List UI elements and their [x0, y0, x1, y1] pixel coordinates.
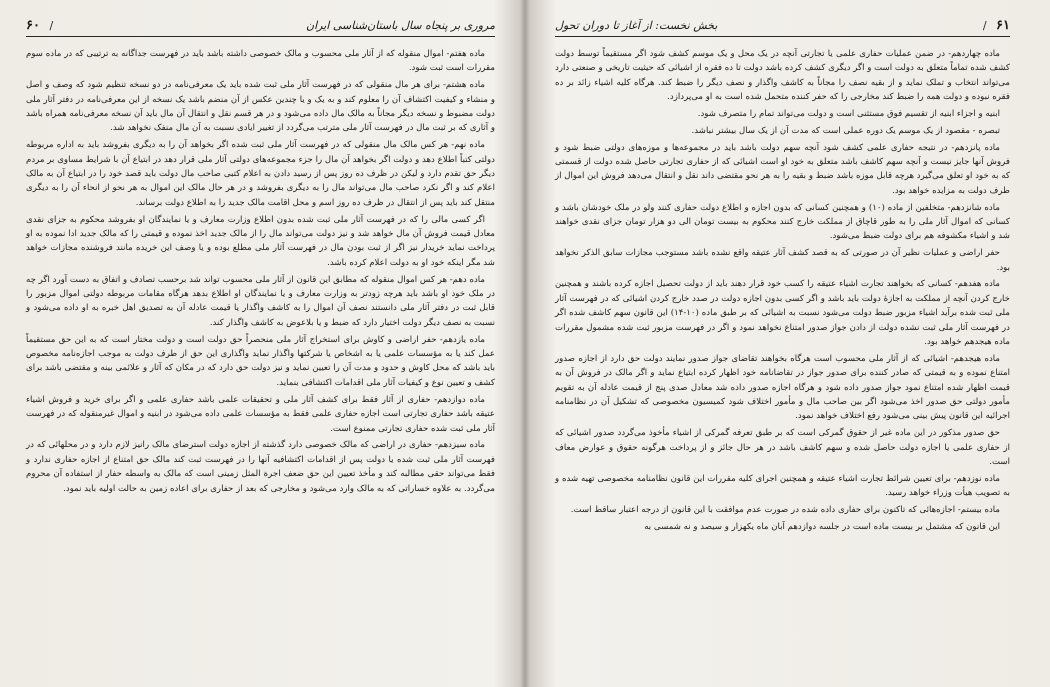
left-page-number: ۶۰	[26, 18, 40, 33]
right-page	[525, 0, 1050, 687]
left-paragraph: اگر کسی مالی را که در فهرست آثار ملی ثبت شده بدون اطلاع وزارت معارف و یا نمایندگان او بفروشد محکوم به جزای نقدی معادل قیمت فروش آن مال خواهد شد و نیز دولت می‌تواند مال را از مالک جدید اخذ نموده و قیمتی را که مالک جدید ادا نموده به او پرداخت نماید خریدار نیز اگر از ثبت بودن مال در فهرست آثار ملی مطلع بوده و یا وصف این خریده مانند فروشنده مجازات خواهد شد مگر اینکه خود او به دولت اعلام کرده باشد.	[26, 214, 495, 268]
left-paragraph: ماده نهم- هر کس مالک مال منقولی که در فهرست آثار ملی ثبت شده اگر بخواهد آن را به دیگری بفروشد باید به اداره مربوطه دولتی کتباً اطلاع دهد و دولت اگر بخواهد آن مال را جزء مجموعه‌های دولتی آثار ملی قرار دهد در ابتیاع آن با شرایط مساوی بر مردم دیگر حق تقدم دارد و لیکن در ظرف ده روز پس از رسید دادن به اعلام کتبی صاحب مال دولت باید قصد خود را در ابتیاع آن به مالک اعلام کند و اگر نکرد صاحب مال می‌تواند مال را به دیگری بفروشد و در هر حال مالک این اموال به هر نحو از انحاء آن را به دیگری منتقل کند باید پس از انتقال در ظرف ده روز اسم و محل اقامت مالک جدید را به اطلاع دولت برساند.	[26, 140, 495, 208]
right-paragraph: ماده چهاردهم- در ضمن عملیات حفاری علمی یا تجارتی آنچه در یک محل و یک موسم کشف شود اگر مستقیماً توسط دولت کشف شده تماماً متعلق به دولت است و اگر دیگری کشف کرده باشد دولت تا ده فقره از اشیائی که حیثیت تاریخی و صنعتی دارد می‌تواند انتخاب و تملک نماید و از بقیه نصف را مجاناً به کاشف واگذار و نصف دیگر را ضبط کند. هرگاه کلیه اشیاء زائد بر ده فقره نبوده و دولت همه را ضبط کند مخارجی را که حفر کننده متحمل شده است به او می‌پردازد.	[555, 49, 1010, 103]
right-paragraph: حق صدور مذکور در این ماده غیر از حقوق گمرکی است که بر طبق تعرفه گمرکی از اشیاء مأخوذ می‌گردد صدور اشیائی که از حفاری علمی یا اجازه دولت حاصل شده و سهم کاشف باشد در هر حال جائز و از پرداخت هرگونه حقوق و عوارض معاف است.	[555, 428, 1010, 468]
left-paragraph: ماده هشتم- برای هر مال منقولی که در فهرست آثار ملی ثبت شده باید یک معرفی‌نامه در دو نسخه تنظیم شود که وصف و اصل و منشاء و کیفیت اکتشاف آن را معلوم کند و به یک و یا چندین عکس از آن منضم باشد یک نسخه از این معرفی‌نامه در دفتر آثار ملی دولت مضبوط و نسخه دیگر مجاناً به مالک مال داده می‌شود و در هر قسم نقل و انتقال آن مال باید آن نسخه معرفی‌نامه همراه باشد و آثاری که بر ثبت مال در فهرست آثار ملی مترتب می‌گردد از تغییر ایادی نسبت به آن مال منفک نخواهد شد.	[26, 80, 495, 134]
right-paragraph: تبصره - مقصود از یک موسم یک دوره عملی است که مدت آن از یک سال بیشتر نباشد.	[691, 125, 1000, 136]
right-running-title: بخش نخست: از آغاز تا دوران تحول	[555, 19, 718, 32]
left-page-body	[26, 47, 495, 496]
right-paragraph: ماده بیستم- اجازه‌هائی که تاکنون برای حفاری داده شده در صورت عدم موافقت با این قانون از درجه اعتبار ساقط است.	[570, 505, 1000, 516]
left-paragraph: ماده هفتم- اموال منقوله که از آثار ملی محسوب و مالک خصوصی داشته باشد باید در فهرست جداگانه به ترتیبی که در ماده سوم مقررات است ثبت شود.	[26, 49, 495, 74]
right-paragraph: ابنیه و اجزاء ابنیه از تقسیم فوق مستثنی است و دولت می‌تواند تمام را متصرف شود.	[697, 109, 1000, 120]
left-page-header	[26, 18, 495, 37]
left-header-separator: /	[49, 19, 54, 32]
right-paragraph: ماده هفدهم- کسانی که بخواهند تجارت اشیاء عتیقه را کسب خود قرار دهند باید از دولت تحصیل اجازه کرده باشند و همچنین خارج کردن آنچه از مملکت به اجازهٔ دولت باید باشد و اگر کسی بدون اجازه دولت در صدد خارج کردن اشیائی که در فهرست آثار ملی ثبت شده برآید اشیاء مزبور ضبط دولت می‌شود نسبت به اشیائی که بر طبق ماده (۱۰-۱۴) این قانون سهم کاشف شده اگر در فهرست آثار ملی ثبت نشده دولت از دادن جواز صدور امتناع نخواهد نمود و اگر در فهرست مزبور ثبت شده مشمول مقررات ماده هیجدهم خواهد بود.	[555, 279, 1010, 348]
right-paragraph: ماده نوزدهم- برای تعیین شرائط تجارت اشیاء عتیقه و همچنین اجرای کلیه مقررات این قانون نظامنامه مخصوصی تهیه شده و به تصویب هیأت وزراء خواهد رسید.	[555, 473, 1010, 499]
left-paragraph: ماده دوازدهم- حفاری از آثار فقط برای کشف آثار ملی و تحقیقات علمی باشد حفاری علمی و اگر برای خرید و فروش اشیاء عتیقه باشد حفاری تجارتی است اجازه حفاری علمی فقط به مؤسسات علمی داده می‌شود در ابنیه و اموال غیرمنقوله که در فهرست آثار ملی ثبت شده حفاری تجارتی ممنوع است.	[26, 394, 495, 434]
right-paragraph: حفر اراضی و عملیات نظیر آن در صورتی که به قصد کشف آثار عتیقه واقع نشده باشد مستوجب مجازات سابق الذکر نخواهد بود.	[555, 248, 1010, 273]
right-page-header	[555, 18, 1010, 37]
right-paragraph: ماده پانزدهم- در نتیجه حفاری علمی کشف شود آنچه سهم دولت باشد باید در مجموعه‌ها و موزه‌های دولتی ضبط شود و فروش آنها جایز نیست و آنچه سهم کاشف باشد متعلق به خود او است اشیائی که از حفاری تجارتی حاصل شده دولت از قسمتی که به خود او تعلق می‌گیرد هرچه قابل موزه باشد ضبط و بقیه را به هر نحو مقتضی داند نقل و انتقال می‌دهد فروش این اموال از طرف دولت به مزایده خواهد بود.	[555, 142, 1010, 196]
left-page-number-group	[26, 18, 59, 33]
left-paragraph: ماده یازدهم- حفر اراضی و کاوش برای استخراج آثار ملی منحصراً حق دولت است و دولت مختار است که به این حق مستقیماً عمل کند یا به مؤسسات علمی یا به اشخاص یا شرکتها واگذار نماید واگذاری این حق از طرف دولت به موجب اجازه‌نامه مخصوص باید باشد که محل کاوش و حدود و مدت آن را تعیین نماید و نیز دولت حق دارد که در مکان که آثار و علائمی بینه و مقتضی باشد برای کشف و تعیین نوع و کیفیات آثار ملی اقدامات اکتشافی بنماید.	[26, 334, 495, 388]
right-paragraph: ماده هیجدهم- اشیائی که از آثار ملی محسوب است هرگاه بخواهند تقاضای جواز صدور نمایند دولت حق دارد از اجازه صدور امتناع نموده و به قیمتی که صادر کننده برای صدور جواز در تقاضانامه خود اظهار کرده ابتیاع نماید و اگر مالک در فروش آن به قیمت اظهار شده امتناع نمود جواز صدور داده شود و هرگاه اجازه صدور داده شد معادل صدی پنج از قیمت عادله آن به تقویم مأمور دولتی حق صدور اخذ می‌شود اگر بین صاحب مال و مأمور اختلاف شود کمیسیون مخصوصی که تشکیل آن در نظامنامه اجرائیه این قانون پیش بینی می‌شود رفع اختلاف خواهد نمود.	[555, 353, 1010, 422]
right-paragraph: ماده شانزدهم- متخلفین از ماده (۱۰) و همچنین کسانی که بدون اجازه و اطلاع دولت حفاری کنند ولو در ملک خودشان باشد و کسانی که اموال آثار ملی را به طور قاچاق از مملکت خارج کنند محکوم به بیست تومان الی دو هزار تومان جزای نقدی خواهند شد و اشیاء مکشوفه هم برای دولت ضبط می‌شود.	[555, 202, 1010, 242]
left-paragraph: ماده دهم- هر کس اموال منقوله که مطابق این قانون از آثار ملی محسوب تواند شد برحسب تصادف و اتفاق به دست آورد اگر چه در ملک خود او باشد باید هرچه زودتر به وزارت معارف و یا نمایندگان او اطلاع بدهد هرگاه مقامات مربوطه دولتی اموال مزبور را قابل ثبت در دفتر آثار ملی دانستند نصف آن اموال را به کاشف واگذار یا قیمت عادله آن به تصدیق اهل خبره به او داده می‌شود و نسبت به نصف دیگر دولت اختیار دارد که ضبط و یا بلاعوض به کاشف واگذار کند.	[26, 274, 495, 328]
right-page-number-group	[977, 18, 1010, 33]
right-page-number: ۶۱	[996, 18, 1010, 33]
left-running-title: مروری بر پنجاه سال باستان‌شناسی ایران	[306, 19, 495, 32]
right-header-separator: /	[982, 19, 987, 32]
left-paragraph: ماده سیزدهم- حفاری در اراضی که مالک خصوصی دارد گذشته از اجازه دولت استرضای مالک رانیز لازم دارد و در محلهائی که در فهرست آثار ملی ثبت شده یا دولت پس از اقدامات اکتشافیه آنها را در فهرست ثبت کند مالک حق امتناع از اجازه حفاری ندارد و فقط می‌تواند حقی مطالبه کند و مأخذ تعیین این حق ضعف اجرة المثل زمینی است که مالک به واسطه حفار از استفاده آن محروم می‌گردد. به علاوه خساراتی که به مالک وارد می‌شود و مخارجی که بعد از حفاری برای اعاده زمین به حالت اولیه باید نمود.	[26, 440, 495, 494]
right-page-body	[555, 47, 1010, 534]
book-gutter	[520, 0, 530, 687]
right-paragraph: این قانون که مشتمل بر بیست ماده است در جلسه دوازدهم آبان ماه یکهزار و سیصد و نه شمسی به	[644, 521, 1000, 532]
